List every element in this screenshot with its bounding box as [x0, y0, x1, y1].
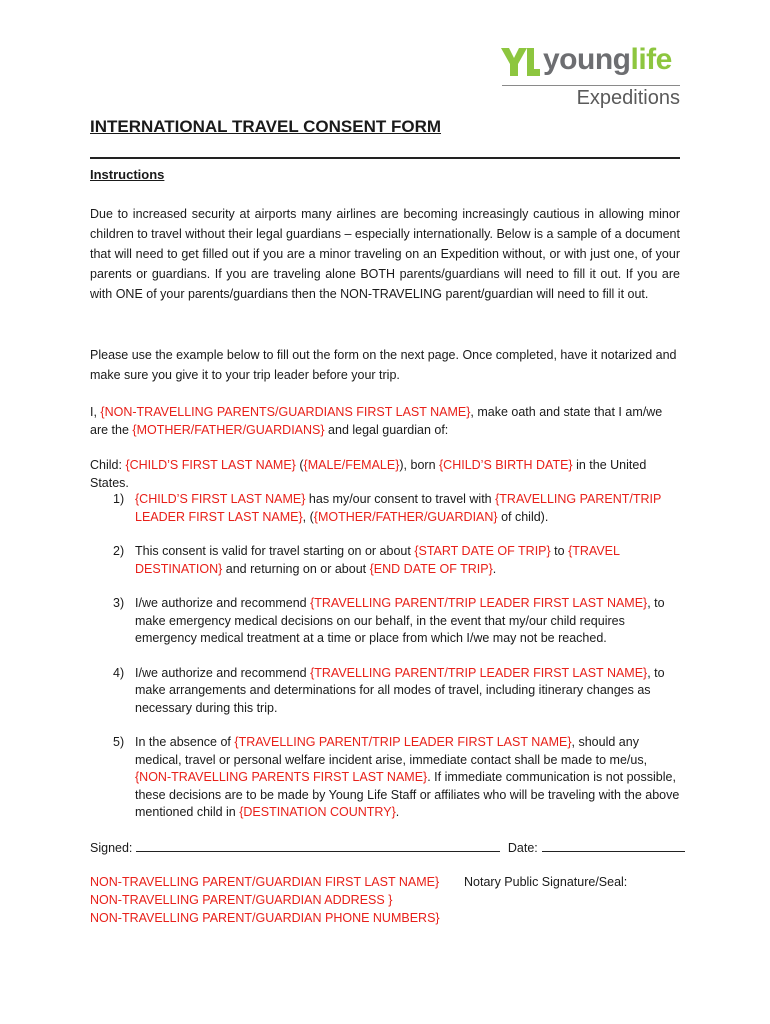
signer-phone-field: NON-TRAVELLING PARENT/GUARDIAN PHONE NUMBERS} — [90, 911, 440, 925]
item-number: 1) — [113, 492, 125, 506]
field-non-travelling-names: {NON-TRAVELLING PARENTS/GUARDIANS FIRST LAST NAME} — [100, 405, 471, 419]
oath-text-2: , make oath and state that I am/we are the — [90, 405, 663, 437]
signer-address-field: NON-TRAVELLING PARENT/GUARDIAN ADDRESS } — [90, 893, 393, 907]
item-text: and returning on or about — [222, 561, 370, 576]
signer-name-field: NON-TRAVELLING PARENT/GUARDIAN FIRST LAST NAME} — [90, 875, 440, 889]
child-line — [90, 457, 680, 492]
item-text: . — [395, 805, 400, 819]
oath-text-3: and legal guardian of: — [324, 422, 449, 437]
item-number: 4) — [113, 665, 125, 680]
field-relationship: {MOTHER/FATHER/GUARDIANS} — [132, 422, 325, 437]
item-text: , to make arrangements and determinations for all modes of travel, including itinerary changes as necessary during this trip. — [135, 665, 665, 715]
field-end-date: {END DATE OF TRIP} — [369, 561, 493, 576]
notary-seal-label: Notary Public Signature/Seal: — [464, 875, 628, 889]
field-travelling-leader: {TRAVELLING PARENT/TRIP LEADER FIRST LAST NAME} — [135, 492, 662, 524]
field-travel-destination: {TRAVEL DESTINATION} — [135, 544, 620, 576]
item-text: to — [550, 544, 569, 558]
consent-item-2 — [90, 543, 680, 578]
item-text: , ( — [302, 509, 314, 524]
form-title: INTERNATIONAL TRAVEL CONSENT FORM — [90, 117, 442, 136]
logo-word-life: life — [630, 43, 672, 76]
item-text: I/we authorize and recommend — [135, 596, 311, 610]
oath-paragraph — [90, 404, 680, 439]
item-text: has my/our consent to travel with — [305, 492, 496, 506]
consent-item-3 — [90, 595, 680, 648]
field-relationship: {MOTHER/FATHER/GUARDIAN} — [313, 509, 498, 524]
field-travelling-leader: {TRAVELLING PARENT/TRIP LEADER FIRST LAST NAME} — [310, 596, 648, 610]
item-text: , to make emergency medical decisions on our behalf, in the event that my/our child requires emergency medical treatment at a time or place from which I/we may not be reached. — [135, 596, 665, 645]
field-child-birth-date: {CHILD’S BIRTH DATE} — [439, 458, 573, 472]
item-text: , should any medical, travel or personal welfare incident arise, immediate contact shall be made to me/us, — [135, 735, 648, 767]
intro-paragraph: Due to increased security at airports many airlines are becoming increasingly cautious in allowing minor children to travel without their legal guardians – especially internationally. Below is a sample of a document that will need to get filled out if you are a minor traveling on an Expedition without, or with just one, of your parents or guardians. If you are traveling alone BOTH parents/guardians will need to fill it out. If you are with ONE of your parents/guardians then the NON-TRAVELING parent/guardian will need to fill it out. — [90, 207, 680, 301]
item-text: of child). — [497, 509, 549, 524]
consent-item-5 — [90, 734, 680, 822]
field-child-name: {CHILD’S FIRST LAST NAME} — [125, 458, 296, 472]
field-travelling-leader: {TRAVELLING PARENT/TRIP LEADER FIRST LAST NAME} — [310, 665, 648, 680]
date-label: Date: — [507, 841, 538, 855]
field-child-name: {CHILD’S FIRST LAST NAME} — [135, 492, 306, 506]
date-field[interactable] — [542, 838, 685, 852]
field-start-date: {START DATE OF TRIP} — [414, 544, 551, 558]
item-text: I/we authorize and recommend — [135, 665, 311, 680]
child-text-1: Child: — [90, 458, 126, 472]
consent-item-1 — [90, 491, 680, 526]
usage-paragraph: Please use the example below to fill out the form on the next page. Once completed, have it notarized and make sure you give it to your trip leader before your trip. — [90, 348, 677, 382]
item-number: 3) — [113, 596, 125, 610]
item-text: . — [492, 561, 497, 576]
field-child-sex: {MALE/FEMALE} — [303, 458, 400, 472]
item-number: 2) — [113, 544, 125, 558]
signer-info-block — [90, 873, 450, 927]
item-text: In the absence of — [135, 735, 235, 749]
young-life-expeditions-logo — [500, 44, 680, 108]
signed-label: Signed: — [90, 841, 133, 855]
logo-word-young: young — [543, 43, 631, 76]
consent-item-4 — [90, 665, 680, 718]
title-divider — [90, 157, 680, 159]
child-text-3: ), born — [399, 458, 439, 472]
instructions-heading: Instructions — [90, 167, 165, 182]
logo-subtitle: Expeditions — [576, 87, 680, 109]
item-number: 5) — [113, 735, 125, 749]
consent-items-list — [90, 491, 680, 822]
item-text: . If immediate communication is not possible, these decisions are to be made by Young Life Staff or affiliates who will be traveling with the above mentioned child in — [135, 770, 680, 819]
signature-field[interactable] — [136, 838, 500, 852]
field-travelling-leader: {TRAVELLING PARENT/TRIP LEADER FIRST LAST NAME} — [234, 735, 572, 749]
field-destination-country: {DESTINATION COUNTRY} — [239, 805, 396, 819]
oath-text-1: I, — [90, 405, 101, 419]
child-text-2: ( — [295, 458, 304, 472]
signature-line — [90, 838, 680, 857]
logo-wordmark — [543, 42, 672, 78]
field-non-travelling-names: {NON-TRAVELLING PARENTS FIRST LAST NAME} — [135, 770, 428, 784]
young-life-logo-icon — [500, 46, 540, 78]
item-text: This consent is valid for travel starting on or about — [135, 544, 415, 558]
child-text-4: in the United States. — [90, 458, 647, 490]
